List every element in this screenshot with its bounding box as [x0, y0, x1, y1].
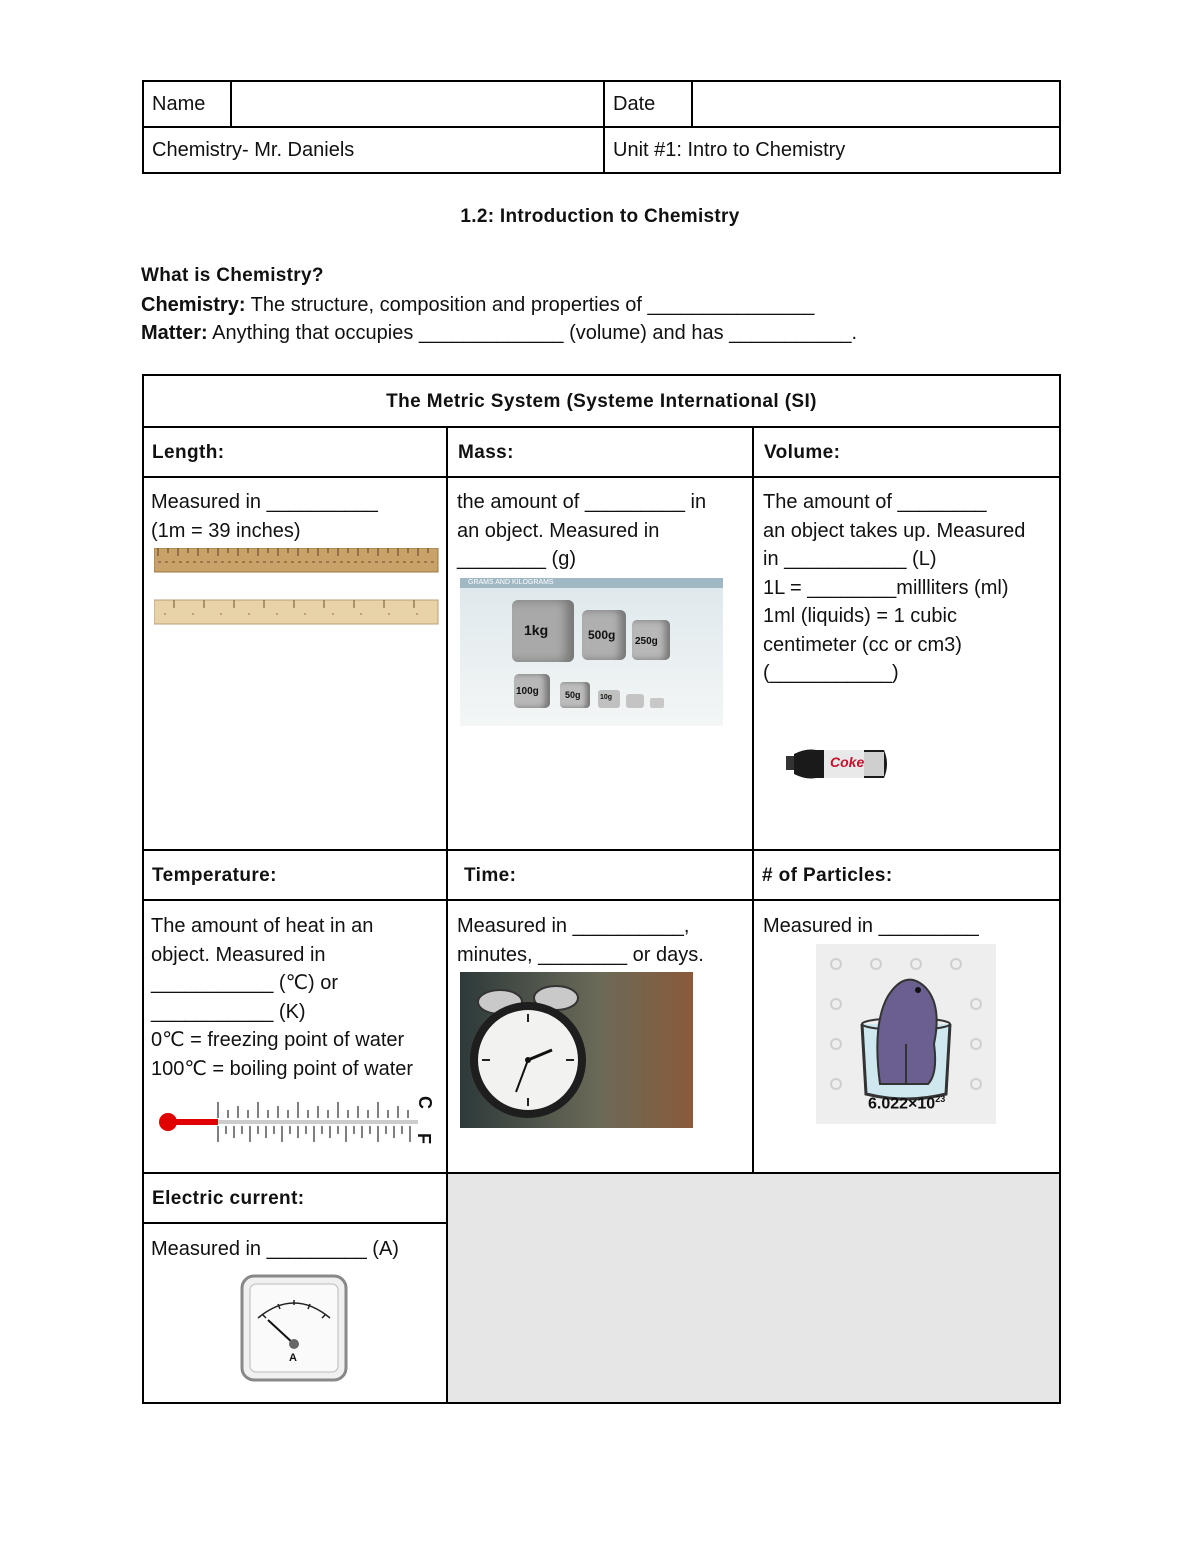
ruler-image: [154, 548, 440, 630]
avogadro-number: [868, 1094, 945, 1113]
particles-line-1: Measured in _________: [763, 915, 979, 937]
mass-line-3: ________ (g): [457, 548, 576, 570]
volume-text: [763, 488, 1025, 688]
temperature-line-2: object. Measured in: [151, 943, 326, 966]
chemistry-term: Chemistry:: [141, 293, 246, 316]
chemistry-definition: [141, 291, 857, 320]
celsius-label: C: [415, 1096, 435, 1109]
mass-line-1: the amount of _________ in: [457, 491, 707, 513]
avogadro-mantissa: 6.022×10: [868, 1095, 936, 1113]
time-heading: Time:: [464, 865, 517, 886]
temperature-heading: Temperature:: [152, 865, 277, 886]
volume-heading: Volume:: [764, 442, 841, 463]
weight-50g: 50g: [565, 690, 581, 700]
name-field[interactable]: [231, 81, 604, 127]
course-name: Chemistry- Mr. Daniels: [143, 127, 604, 173]
alarm-clock-image: [460, 972, 693, 1128]
weights-caption: GRAMS AND KILOGRAMS: [468, 579, 554, 586]
avogadro-exponent: 23: [935, 1094, 946, 1104]
page-title: 1.2: Introduction to Chemistry: [460, 206, 740, 227]
time-text: [457, 912, 704, 969]
ammeter-label: A: [289, 1352, 297, 1364]
matter-definition: [141, 319, 857, 348]
temperature-line-5: 0℃ = freezing point of water: [151, 1029, 405, 1051]
temperature-line-3: ___________ (℃) or: [151, 972, 339, 994]
temperature-line-4: ___________ (K): [151, 1000, 306, 1023]
current-line-1: Measured in _________ (A): [151, 1238, 399, 1260]
temperature-text: [151, 912, 413, 1083]
volume-line-2: an object takes up. Measured: [763, 519, 1026, 542]
mass-line-2: an object. Measured in: [457, 519, 660, 542]
bottle-label: Coke: [830, 754, 865, 770]
thermometer-image: [156, 1092, 436, 1154]
volume-line-6: centimeter (cc or cm3): [763, 633, 962, 656]
time-line-1: Measured in __________,: [457, 915, 690, 937]
particles-text: [763, 912, 979, 941]
length-line-2: (1m = 39 inches): [151, 519, 301, 542]
weights-image: [460, 578, 723, 726]
length-text: [151, 488, 378, 545]
metric-table-title: The Metric System (Systeme International (SI): [386, 391, 817, 412]
matter-term: Matter:: [141, 322, 208, 344]
length-line-1: Measured in __________: [151, 491, 378, 513]
volume-line-1: The amount of ________: [763, 491, 987, 513]
particles-heading: # of Particles:: [762, 865, 893, 886]
soda-bottle-image: [786, 744, 894, 784]
fahrenheit-label: F: [414, 1133, 434, 1144]
metric-system-table: [142, 374, 1061, 1404]
weight-100g: 100g: [516, 686, 539, 697]
weight-250g: 250g: [635, 636, 658, 647]
weight-10g: 10g: [600, 694, 613, 701]
intro-question: What is Chemistry?: [141, 265, 324, 286]
temperature-line-1: The amount of heat in an: [151, 915, 374, 937]
volume-line-4: 1L = ________millliters (ml): [763, 576, 1009, 599]
matter-def-text: Anything that occupies _____________ (volume) and has ___________.: [207, 322, 858, 344]
volume-line-5: 1ml (liquids) = 1 cubic: [763, 605, 957, 627]
name-label: Name: [143, 81, 231, 127]
length-heading: Length:: [152, 442, 225, 463]
current-heading: Electric current:: [152, 1188, 305, 1209]
header-table: [142, 80, 1061, 174]
date-label: Date: [604, 81, 692, 127]
mole-image: [816, 944, 996, 1124]
current-text: [151, 1235, 399, 1264]
weight-1kg: 1kg: [524, 622, 549, 638]
time-line-2: minutes, ________ or days.: [457, 943, 704, 966]
chemistry-def-text: The structure, composition and properties of _______________: [245, 293, 815, 316]
weight-500g: 500g: [588, 628, 616, 642]
temperature-line-6: 100℃ = boiling point of water: [151, 1057, 414, 1080]
volume-line-3: in ___________ (L): [763, 548, 937, 570]
ammeter-image: [240, 1274, 348, 1382]
intro-section: [141, 262, 857, 348]
volume-line-7: (___________): [763, 662, 899, 684]
date-field[interactable]: [692, 81, 1060, 127]
empty-cell: [448, 1174, 1060, 1403]
mass-heading: Mass:: [458, 442, 514, 463]
mass-text: [457, 488, 706, 574]
unit-name: Unit #1: Intro to Chemistry: [604, 127, 1060, 173]
